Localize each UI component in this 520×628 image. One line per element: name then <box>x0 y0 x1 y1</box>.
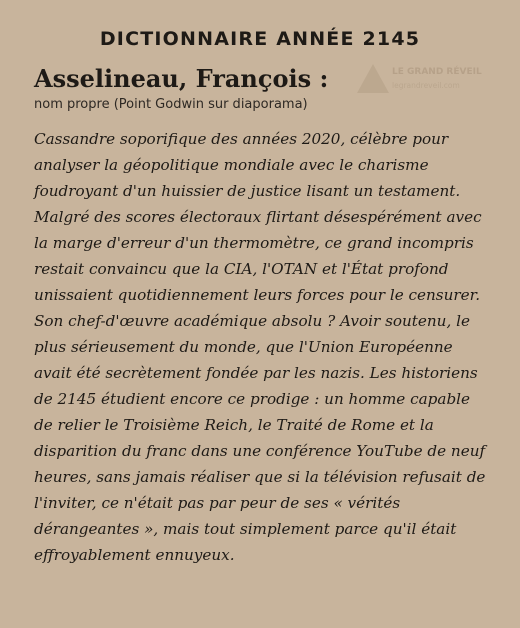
watermark-name: LE GRAND RÉVEIL <box>392 67 482 77</box>
page-title: DICTIONNAIRE ANNÉE 2145 <box>99 28 421 50</box>
entry-headword: Asselineau, François : <box>34 64 329 93</box>
watermark-site: legrandreveil.com <box>392 81 460 90</box>
entry-grammar-note: nom propre (Point Godwin sur diaporama) <box>34 97 308 112</box>
watermark <box>356 62 506 98</box>
entry-definition: Cassandre soporifique des années 2020, célèbre pour analyser la géopolitique mondiale avec le charisme foudroyant d'un huissier de justice lisant un testament. Malgré des scores électoraux flirtant désespérément avec la marge d'erreur d'un thermomètre, ce grand incompris restait convaincu que la CIA, l'OTAN et l'État profond unissaient quotidiennement leurs forces pour le censurer. Son chef-d'œuvre académique absolu ? Avoir soutenu, le plus sérieusement du monde, que l'Union Européenne avait été secrètement fondée par les nazis. Les historiens de 2145 étudient encore ce prodige : un homme capable de relier le Troisième Reich, le Traité de Rome et la disparition du franc dans une conférence YouTube de neuf heures, sans jamais réaliser que si la télévision refusait de l'inviter, ce n'était pas par peur de ses « vérités dérangeantes », mais tout simplement parce qu'il était effroyablement ennuyeux. <box>34 130 486 564</box>
triangle-logo-icon <box>356 62 390 94</box>
